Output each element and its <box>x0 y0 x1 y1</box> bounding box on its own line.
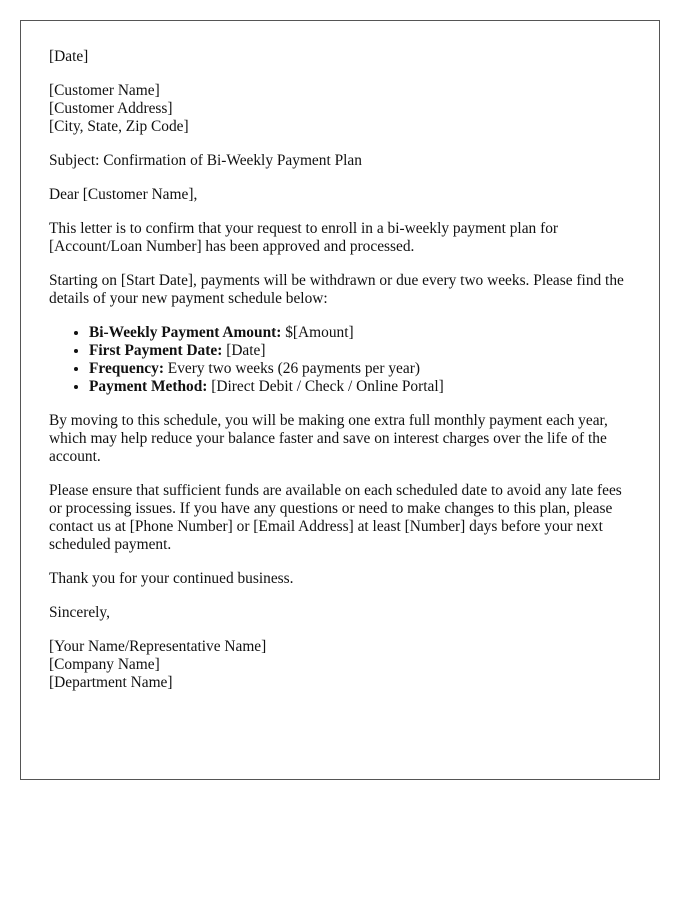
recipient-address: [Customer Address] <box>49 100 173 117</box>
signature-block <box>49 638 631 692</box>
list-item <box>89 324 631 342</box>
body-paragraph-thanks: Thank you for your continued business. <box>49 570 294 587</box>
list-item <box>89 360 631 378</box>
recipient-block <box>49 82 631 136</box>
letter-salutation: Dear [Customer Name], <box>49 186 198 203</box>
recipient-city-state-zip: [City, State, Zip Code] <box>49 118 189 135</box>
detail-value: [Direct Debit / Check / Online Portal] <box>207 378 444 395</box>
list-item <box>89 378 631 396</box>
payment-details-list <box>49 324 631 396</box>
body-paragraph-confirmation: This letter is to confirm that your request to enroll in a bi-weekly payment plan for [Account/Loan Number] has been approved and processed. <box>49 220 559 255</box>
letter-closing: Sincerely, <box>49 604 110 621</box>
detail-value: $[Amount] <box>281 324 354 341</box>
detail-label: First Payment Date: <box>89 342 223 359</box>
letter-date: [Date] <box>49 48 89 65</box>
signature-name: [Your Name/Representative Name] <box>49 638 267 655</box>
body-paragraph-schedule-intro: Starting on [Start Date], payments will be withdrawn or due every two weeks. Please find the details of your new payment schedule below: <box>49 272 624 307</box>
detail-value: Every two weeks (26 payments per year) <box>163 360 420 377</box>
signature-department: [Department Name] <box>49 674 173 691</box>
detail-value: [Date] <box>222 342 266 359</box>
body-paragraph-instructions: Please ensure that sufficient funds are available on each scheduled date to avoid any late fees or processing issues. If you have any questions or need to make changes to this plan, please contact us at [Phone Number] or [Email Address] at least [Number] days before your next scheduled payment. <box>49 482 622 553</box>
recipient-name: [Customer Name] <box>49 82 160 99</box>
letter-subject: Subject: Confirmation of Bi-Weekly Payment Plan <box>49 152 362 169</box>
detail-label: Bi-Weekly Payment Amount: <box>89 324 282 341</box>
detail-label: Frequency: <box>89 360 164 377</box>
list-item <box>89 342 631 360</box>
signature-company: [Company Name] <box>49 656 160 673</box>
letter-page <box>20 20 660 780</box>
body-paragraph-benefit: By moving to this schedule, you will be making one extra full monthly payment each year, which may help reduce your balance faster and save on interest charges over the life of the account. <box>49 412 608 465</box>
detail-label: Payment Method: <box>89 378 208 395</box>
